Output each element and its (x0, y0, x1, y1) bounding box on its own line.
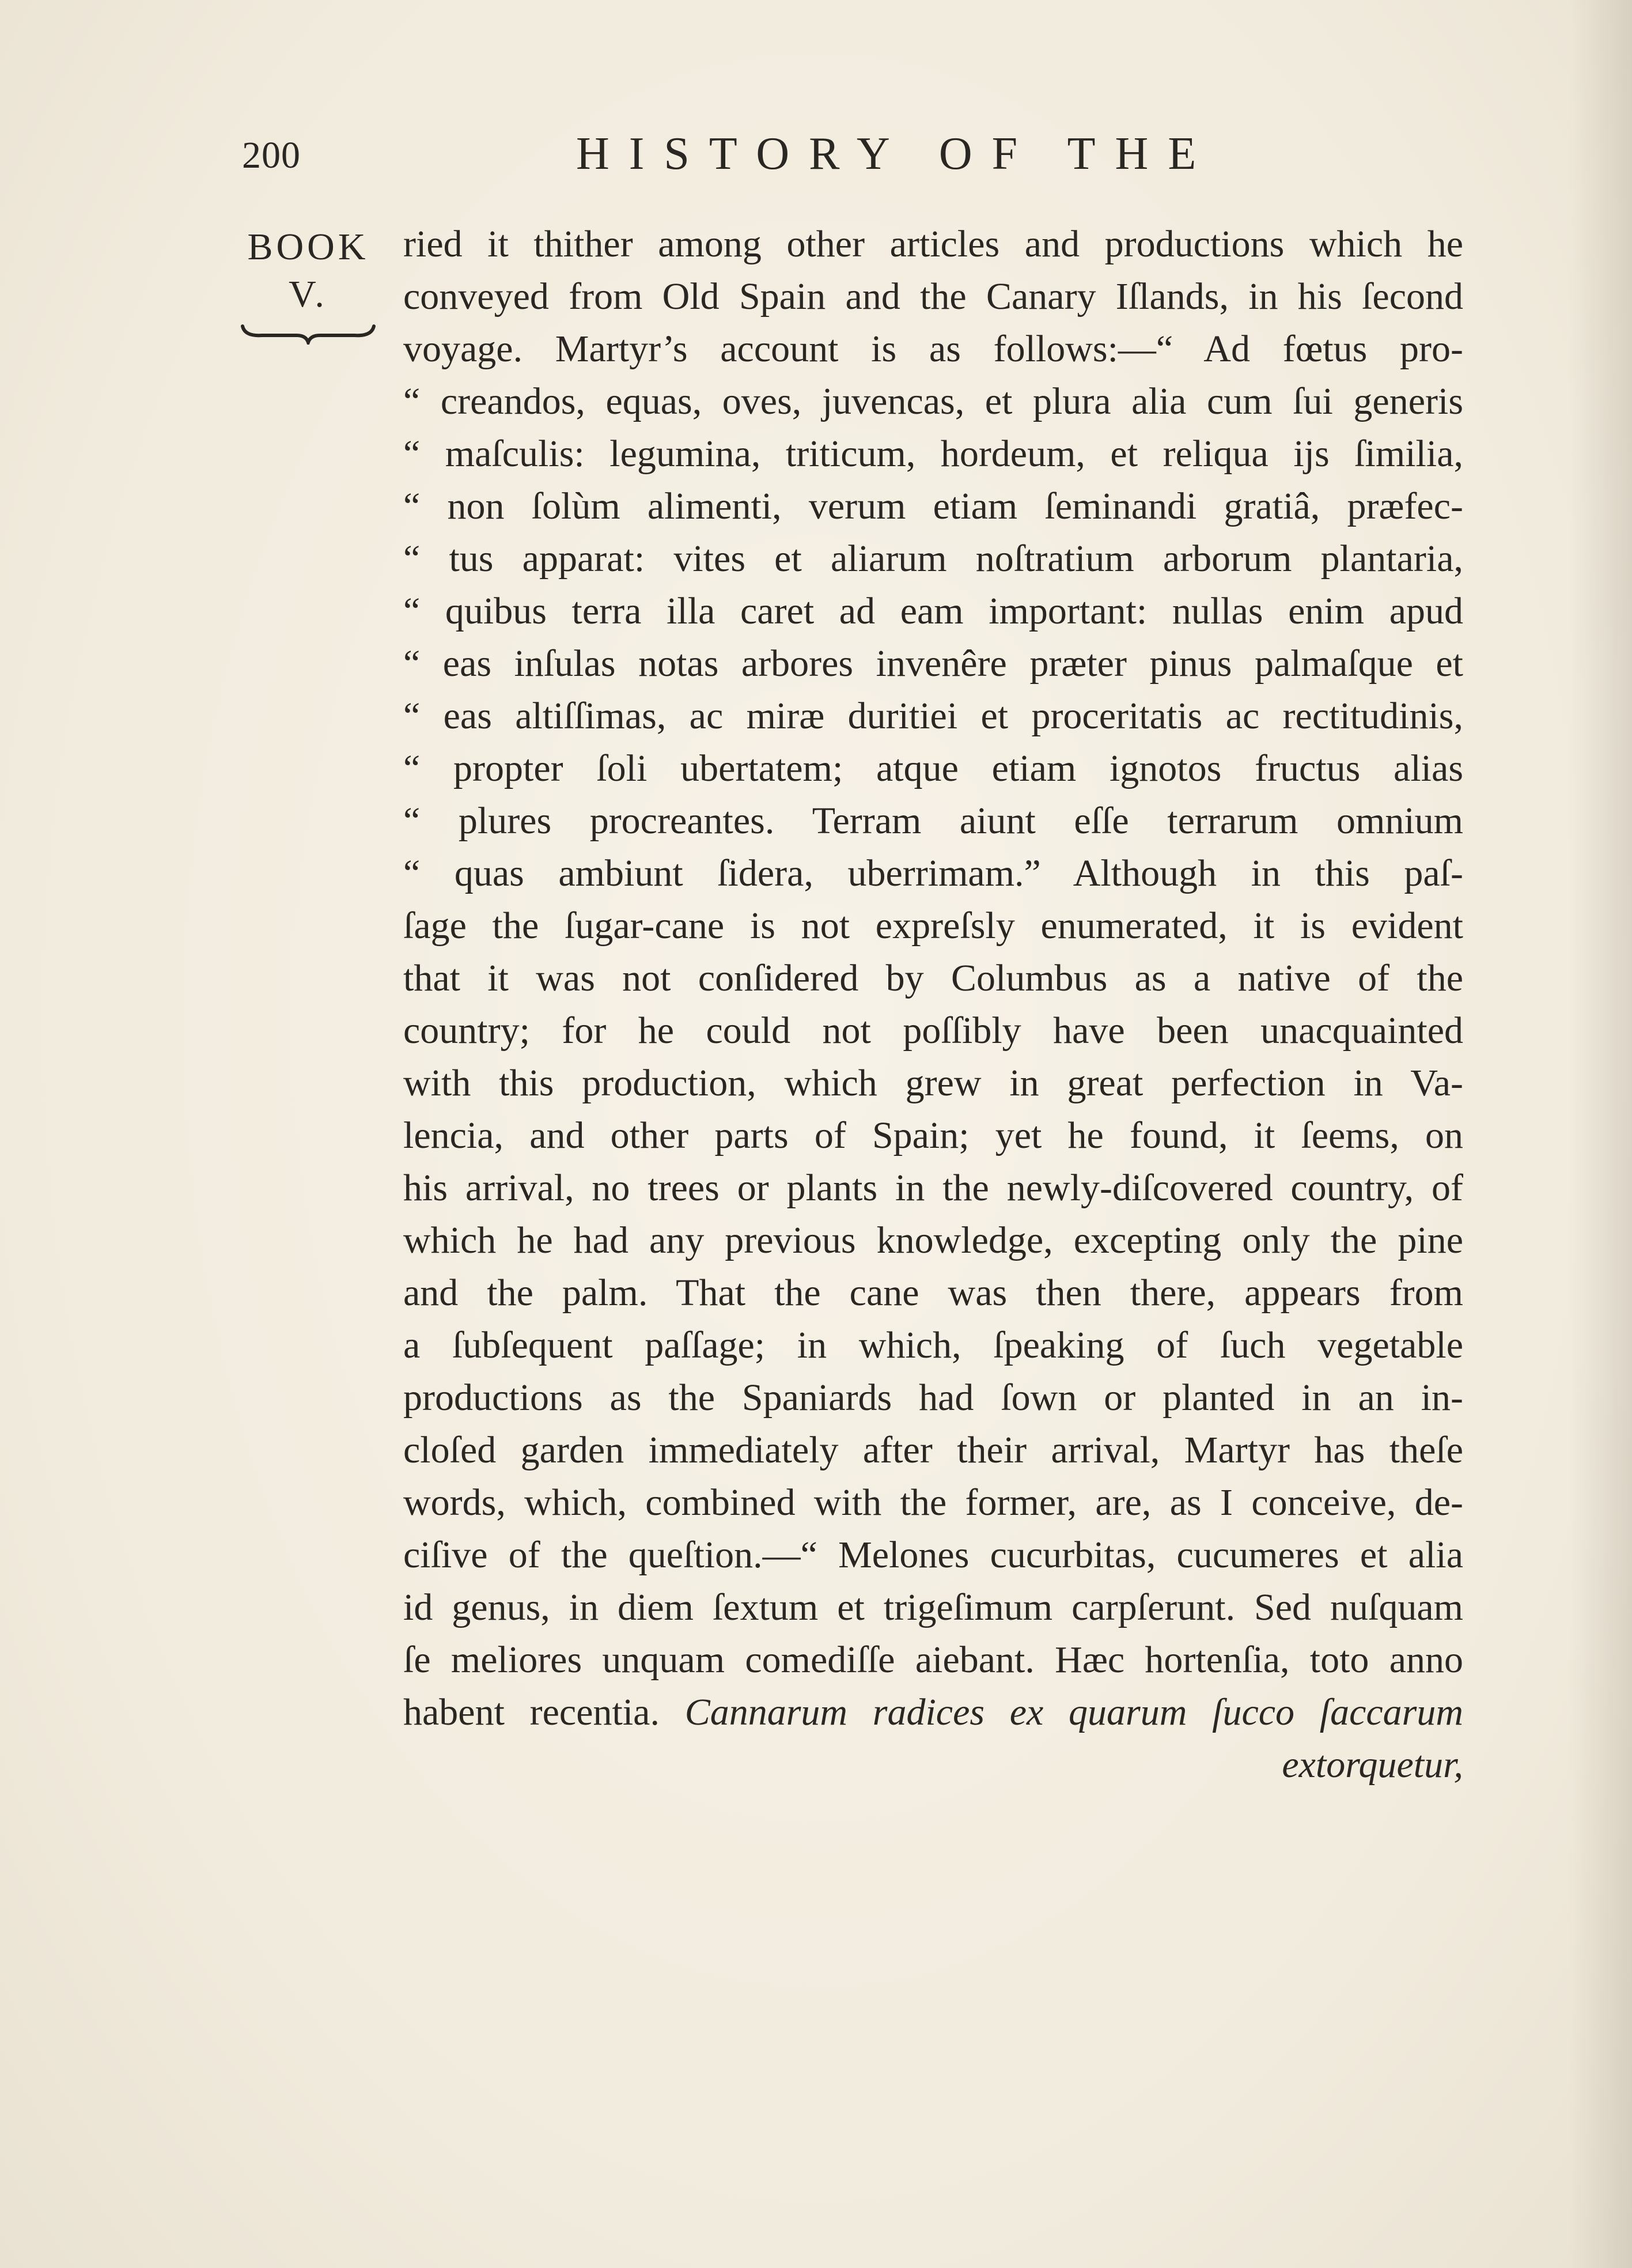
text-line: “ quas ambiunt ſidera, uberrimam.” Although in this paſ- (403, 852, 1463, 894)
page-number: 200 (242, 134, 301, 176)
text-line: ſe meliores unquam comediſſe aiebant. Hæc hortenſia, toto anno (403, 1639, 1463, 1681)
text-line: country; for he could not poſſibly have been unacquainted (403, 1010, 1463, 1052)
text-line: his arrival, no trees or plants in the newly-diſcovered country, of (403, 1167, 1463, 1209)
body-text (403, 218, 1463, 1791)
margin-note (230, 224, 386, 345)
text-line: “ eas altiſſimas, ac miræ duritiei et proceritatis ac rectitudinis, (403, 695, 1463, 737)
text-line: a ſubſequent paſſage; in which, ſpeaking of ſuch vegetable (403, 1324, 1463, 1366)
text-line: conveyed from Old Spain and the Canary Iſlands, in his ſecond (403, 275, 1463, 317)
text-line: voyage. Martyr’s account is as follows:—“ Ad fœtus pro- (403, 328, 1463, 370)
text-line: “ creandos, equas, oves, juvencas, et plura alia cum ſui generis (403, 380, 1463, 422)
text-line: “ propter ſoli ubertatem; atque etiam ignotos fructus alias (403, 747, 1463, 789)
brace-ornament-icon (239, 322, 377, 345)
text-line: “ maſculis: legumina, triticum, hordeum, et reliqua ijs ſimilia, (403, 433, 1463, 475)
text-line: cloſed garden immediately after their arrival, Martyr has theſe (403, 1429, 1463, 1471)
text-line: ſage the ſugar-cane is not expreſsly enumerated, it is evident (403, 905, 1463, 947)
text-line: words, which, combined with the former, are, as I conceive, de- (403, 1481, 1463, 1524)
book-number: V. (289, 273, 328, 315)
text-line: that it was not conſidered by Columbus as a native of the (403, 957, 1463, 999)
text-line: “ plures procreantes. Terram aiunt eſſe terrarum omnium (403, 800, 1463, 842)
text-line: id genus, in diem ſextum et trigeſimum carpſerunt. Sed nuſquam (403, 1586, 1463, 1628)
catchword: extorquetur, (1282, 1744, 1463, 1786)
text-line: “ tus apparat: vites et aliarum noſtratium arborum plantaria, (403, 538, 1463, 580)
text-line: which he had any previous knowledge, excepting only the pine (403, 1219, 1463, 1261)
text-line: “ eas inſulas notas arbores invenêre præter pinus palmaſque et (403, 642, 1463, 685)
text-line: ciſive of the queſtion.—“ Melones cucurbitas, cucumeres et alia (403, 1534, 1463, 1576)
text-line-mixed (403, 1686, 1463, 1738)
text-line: productions as the Spaniards had ſown or planted in an in- (403, 1377, 1463, 1419)
running-head: HISTORY OF THE (576, 128, 1216, 179)
text-line: ried it thither among other articles and productions which he (403, 223, 1463, 265)
text-line: “ non ſolùm alimenti, verum etiam ſeminandi gratiâ, præfec- (403, 485, 1463, 527)
text-italic: Cannarum radices ex quarum ſucco ſaccarum (684, 1691, 1463, 1733)
gutter-shadow (1569, 0, 1632, 2268)
text-roman: habent recentia. (403, 1691, 660, 1733)
text-line: “ quibus terra illa caret ad eam important: nullas enim apud (403, 590, 1463, 632)
text-line: with this production, which grew in great perfection in Va- (403, 1062, 1463, 1104)
book-label: BOOK (247, 226, 369, 268)
text-line: and the palm. That the cane was then there, appears from (403, 1272, 1463, 1314)
text-line: lencia, and other parts of Spain; yet he found, it ſeems, on (403, 1114, 1463, 1156)
